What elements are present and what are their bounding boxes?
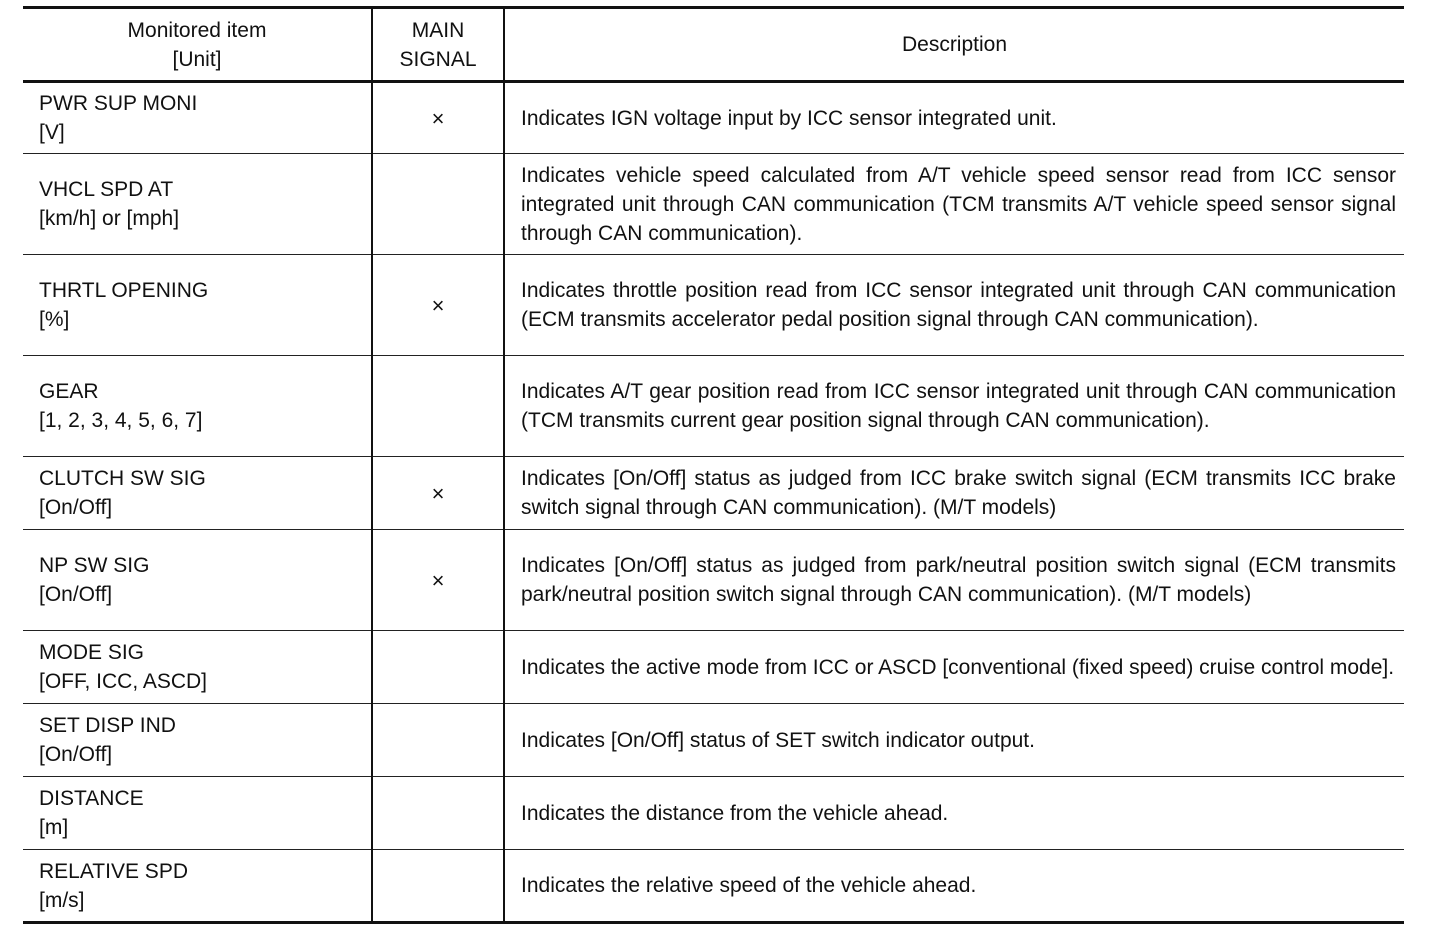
item-name: CLUTCH SW SIG bbox=[39, 467, 206, 490]
main-signal-mark: × bbox=[372, 82, 504, 154]
item-name: SET DISP IND bbox=[39, 714, 176, 737]
description-cell: Indicates the active mode from ICC or ASCD [conventional (fixed speed) cruise control mode]. bbox=[521, 655, 1395, 679]
monitored-item-cell bbox=[23, 82, 372, 154]
item-unit: [V] bbox=[39, 121, 65, 144]
item-name: VHCL SPD AT bbox=[39, 178, 174, 201]
main-signal-mark bbox=[372, 631, 504, 704]
item-unit: [m/s] bbox=[39, 888, 85, 912]
monitored-item-cell bbox=[23, 356, 372, 457]
description-cell: Indicates [On/Off] status as judged from ICC brake switch signal (ECM transmits ICC brake switch signal through CAN communication). (M/T models) bbox=[521, 467, 1396, 519]
item-unit: [OFF, ICC, ASCD] bbox=[39, 670, 208, 693]
item-name: MODE SIG bbox=[39, 641, 145, 664]
main-signal-mark: × bbox=[372, 457, 504, 530]
item-unit: [m] bbox=[39, 816, 69, 839]
table-row bbox=[23, 356, 1404, 457]
description-cell: Indicates the relative speed of the vehicle ahead. bbox=[521, 874, 977, 897]
item-unit: [On/Off] bbox=[39, 583, 113, 606]
description-cell: Indicates the distance from the vehicle ahead. bbox=[521, 801, 949, 825]
monitored-item-cell bbox=[23, 777, 372, 850]
description-cell: Indicates throttle position read from ICC sensor integrated unit through CAN communication (ECM transmits accelerator pedal position signal through CAN communication). bbox=[521, 279, 1396, 331]
header-description: Description bbox=[901, 33, 1008, 56]
table-row bbox=[23, 850, 1404, 923]
table-row bbox=[23, 457, 1404, 530]
item-unit: [1, 2, 3, 4, 5, 6, 7] bbox=[39, 409, 203, 432]
main-signal-mark bbox=[372, 154, 504, 255]
header-main-label: MAIN bbox=[411, 18, 465, 42]
item-name: NP SW SIG bbox=[39, 554, 150, 577]
item-name: GEAR bbox=[39, 380, 99, 403]
header-item-label: Monitored item bbox=[127, 18, 267, 42]
monitor-table-container bbox=[23, 6, 1404, 924]
monitored-item-cell bbox=[23, 255, 372, 356]
header-main-signal bbox=[372, 8, 504, 82]
table-row bbox=[23, 777, 1404, 850]
description-cell: Indicates IGN voltage input by ICC sensor integrated unit. bbox=[521, 106, 1057, 130]
item-unit: [On/Off] bbox=[39, 743, 113, 766]
main-signal-mark bbox=[372, 850, 504, 923]
main-signal-mark: × bbox=[372, 255, 504, 356]
item-name: RELATIVE SPD bbox=[39, 859, 188, 883]
item-unit: [On/Off] bbox=[39, 496, 113, 519]
main-signal-mark: × bbox=[372, 530, 504, 631]
header-row bbox=[23, 8, 1404, 82]
main-signal-mark bbox=[372, 704, 504, 777]
description-cell: Indicates [On/Off] status as judged from park/neutral position switch signal (ECM transmits park/neutral position switch signal through CAN communication). (M/T models) bbox=[521, 554, 1396, 606]
description-cell: Indicates vehicle speed calculated from A/T vehicle speed sensor read from ICC sensor integrated unit through CAN communication (TCM transmits A/T vehicle speed sensor signal through CAN communication). bbox=[521, 163, 1396, 245]
table-body bbox=[23, 82, 1404, 923]
main-signal-mark bbox=[372, 356, 504, 457]
table-header bbox=[23, 8, 1404, 82]
item-name: PWR SUP MONI bbox=[39, 92, 198, 115]
monitored-item-cell bbox=[23, 530, 372, 631]
table-row bbox=[23, 154, 1404, 255]
monitored-item-cell bbox=[23, 704, 372, 777]
main-signal-mark bbox=[372, 777, 504, 850]
header-monitored-item bbox=[23, 8, 372, 82]
table-row bbox=[23, 255, 1404, 356]
header-signal-label: SIGNAL bbox=[399, 47, 477, 71]
table-row bbox=[23, 631, 1404, 704]
item-name: DISTANCE bbox=[39, 787, 144, 810]
monitored-item-cell bbox=[23, 850, 372, 923]
monitored-item-cell bbox=[23, 457, 372, 530]
description-cell: Indicates [On/Off] status of SET switch indicator output. bbox=[521, 728, 1035, 752]
item-unit: [km/h] or [mph] bbox=[39, 207, 180, 230]
header-unit-label: [Unit] bbox=[172, 47, 222, 71]
table-row bbox=[23, 530, 1404, 631]
table-row bbox=[23, 82, 1404, 154]
monitored-item-cell bbox=[23, 631, 372, 704]
item-name: THRTL OPENING bbox=[39, 279, 209, 302]
item-unit: [%] bbox=[39, 308, 70, 331]
table-row bbox=[23, 704, 1404, 777]
monitor-item-table bbox=[23, 6, 1404, 924]
description-cell: Indicates A/T gear position read from ICC sensor integrated unit through CAN communication (TCM transmits current gear position signal through CAN communication). bbox=[521, 380, 1396, 432]
monitored-item-cell bbox=[23, 154, 372, 255]
